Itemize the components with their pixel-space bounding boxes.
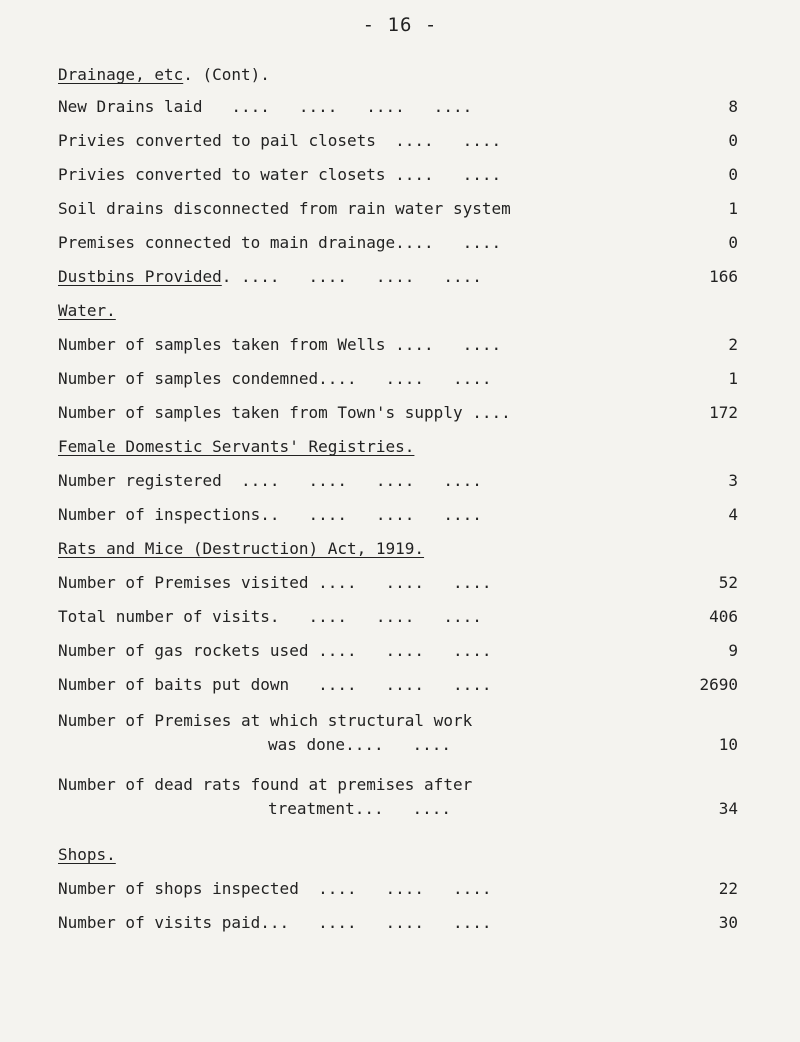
row-label: Number of Premises visited .... .... .... xyxy=(58,573,492,592)
row-label: Number of Premises at which structural work xyxy=(58,711,473,730)
list-item xyxy=(58,94,738,120)
row-value: 4 xyxy=(728,505,738,524)
list-item xyxy=(58,468,738,494)
row-label: Number of gas rockets used .... .... .... xyxy=(58,641,492,660)
list-item xyxy=(58,672,738,698)
row-label: Number of samples taken from Wells .... .... xyxy=(58,335,502,354)
row-value: 30 xyxy=(718,913,738,932)
row-value: 22 xyxy=(718,879,738,898)
row-label: Number of baits put down .... .... .... xyxy=(58,675,492,694)
list-item xyxy=(58,400,738,426)
section-heading-servants xyxy=(58,434,414,460)
row-value: 3 xyxy=(728,471,738,490)
row-label xyxy=(58,264,482,290)
list-item xyxy=(58,570,738,596)
row-value: 0 xyxy=(728,165,738,184)
list-item xyxy=(58,128,738,154)
row-label: Number of visits paid... .... .... .... xyxy=(58,913,492,932)
list-item xyxy=(58,162,738,188)
list-item xyxy=(58,332,738,358)
list-item xyxy=(58,772,738,824)
rats-heading-text: Rats and Mice (Destruction) Act, 1919. xyxy=(58,539,425,558)
list-item xyxy=(58,910,738,936)
row-value: 2690 xyxy=(699,675,738,694)
dustbins-label: Dustbins Provided xyxy=(58,267,222,286)
row-label: Number of dead rats found at premises after xyxy=(58,775,473,794)
servants-heading-text: Female Domestic Servants' Registries. xyxy=(58,437,415,456)
row-value: 8 xyxy=(728,97,738,116)
list-item xyxy=(58,196,738,222)
list-item xyxy=(58,638,738,664)
row-value: 172 xyxy=(709,403,738,422)
dustbins-leader: . .... .... .... .... xyxy=(221,267,482,286)
row-value: 52 xyxy=(718,573,738,592)
row-value: 0 xyxy=(728,233,738,252)
row-label: Privies converted to water closets .... .... xyxy=(58,165,502,184)
row-value: 0 xyxy=(728,131,738,150)
list-item xyxy=(58,604,738,630)
row-value: 10 xyxy=(718,735,738,754)
row-label: Soil drains disconnected from rain water system xyxy=(58,199,511,218)
water-heading-text: Water. xyxy=(58,301,116,320)
drainage-heading-suffix: . (Cont). xyxy=(183,65,270,84)
list-item xyxy=(58,264,738,290)
row-value: 1 xyxy=(728,199,738,218)
row-value: 166 xyxy=(709,267,738,286)
row-label: New Drains laid .... .... .... .... xyxy=(58,97,473,116)
row-value: 406 xyxy=(709,607,738,626)
list-item xyxy=(58,230,738,256)
page-number: - 16 - xyxy=(362,14,438,36)
drainage-heading-text: Drainage, etc xyxy=(58,65,184,84)
row-label: Number of samples taken from Town's supply .... xyxy=(58,403,511,422)
row-label-continued: treatment... .... xyxy=(268,799,452,818)
row-label-continued: was done.... .... xyxy=(268,735,452,754)
shops-heading-text: Shops. xyxy=(58,845,116,864)
list-item xyxy=(58,502,738,528)
row-label: Number of shops inspected .... .... .... xyxy=(58,879,492,898)
row-label: Total number of visits. .... .... .... xyxy=(58,607,482,626)
row-value: 1 xyxy=(728,369,738,388)
row-label: Premises connected to main drainage.... .... xyxy=(58,233,502,252)
row-value: 9 xyxy=(728,641,738,660)
row-value: 2 xyxy=(728,335,738,354)
section-heading-rats xyxy=(58,536,424,562)
row-value: 34 xyxy=(718,799,738,818)
row-label: Privies converted to pail closets .... .... xyxy=(58,131,502,150)
list-item xyxy=(58,708,738,760)
row-label: Number of inspections.. .... .... .... xyxy=(58,505,482,524)
section-heading-drainage xyxy=(58,62,270,88)
section-heading-shops xyxy=(58,842,116,868)
section-heading-water xyxy=(58,298,116,324)
list-item xyxy=(58,366,738,392)
list-item xyxy=(58,876,738,902)
row-label: Number registered .... .... .... .... xyxy=(58,471,482,490)
row-label: Number of samples condemned.... .... .... xyxy=(58,369,492,388)
